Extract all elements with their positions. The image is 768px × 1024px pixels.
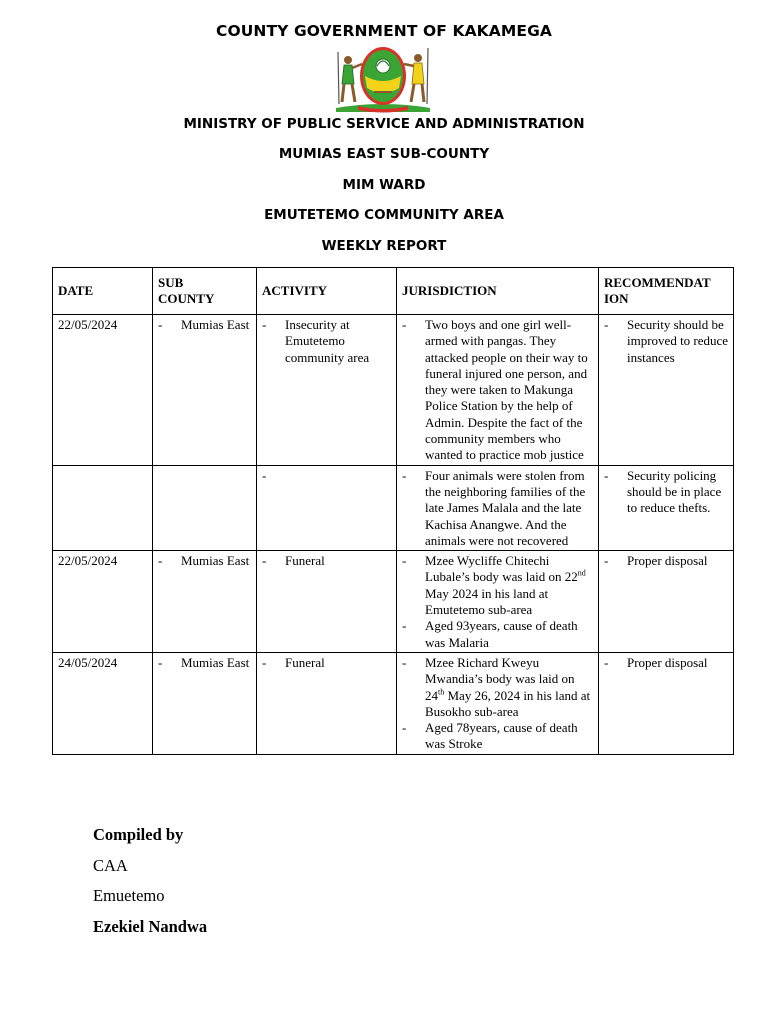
date-cell: [53, 465, 153, 550]
jurisdiction-cell: - Mzee Wycliffe Chitechi Lubale’s body was laid on 22nd May 2024 in his land at Emutetemo sub-area - Aged 93years, cause of death was Malaria: [397, 551, 599, 653]
table-row: [53, 551, 734, 653]
report-title: WEEKLY REPORT: [321, 238, 447, 254]
table-row: [53, 465, 734, 550]
compiler-location: Emuetemo: [93, 886, 165, 905]
sub-county-cell: - Mumias East: [153, 652, 257, 754]
recommendation-cell: - Security policing should be in place to reduce thefts.: [599, 465, 734, 550]
county-title: COUNTY GOVERNMENT OF KAKAMEGA: [215, 22, 553, 40]
table-row: [53, 652, 734, 754]
jurisdiction-cell: - Two boys and one girl well-armed with pangas. They attacked people on their way to funeral injured one person, and they were taken to Makunga Police Station by the help of Admin. Despite the fact of the community members who wanted to practice mob justice: [397, 315, 599, 466]
jurisdiction-cell: - Mzee Richard Kweyu Mwandia’s body was laid on 24th May 26, 2024 in his land at Busokho sub-area - Aged 78years, cause of death was Stroke: [397, 652, 599, 754]
recommendation-cell: - Proper disposal: [599, 551, 734, 653]
jurisdiction-cell: - Four animals were stolen from the neighboring families of the late James Malala and the late Kachisa Anangwe. And the animals were not recovered: [397, 465, 599, 550]
table-row: [53, 315, 734, 466]
recommendation-cell: - Security should be improved to reduce instances: [599, 315, 734, 466]
sub-county-cell: - Mumias East: [153, 315, 257, 466]
header-sub-county: SUB COUNTY: [153, 268, 257, 315]
date-cell: 22/05/2024: [53, 551, 153, 653]
compiler-name: Ezekiel Nandwa: [93, 917, 208, 936]
ministry-title: MINISTRY OF PUBLIC SERVICE AND ADMINISTRATION: [183, 116, 585, 132]
date-cell: 22/05/2024: [53, 315, 153, 466]
date-cell: 24/05/2024: [53, 652, 153, 754]
compiled-by-label: Compiled by: [93, 825, 184, 844]
ward-title: MIM WARD: [342, 177, 426, 193]
community-area-title: EMUTETEMO COMMUNITY AREA: [264, 207, 504, 223]
weekly-report-table: [52, 267, 734, 755]
activity-cell: - Insecurity at Emutetemo community area: [257, 315, 397, 466]
sub-county-cell: - Mumias East: [153, 551, 257, 653]
activity-cell: - Funeral: [257, 551, 397, 653]
header-date: DATE: [53, 268, 153, 315]
activity-cell: - Funeral: [257, 652, 397, 754]
header-jurisdiction: JURISDICTION: [397, 268, 599, 315]
sub-county-title: MUMIAS EAST SUB-COUNTY: [278, 146, 490, 162]
recommendation-cell: - Proper disposal: [599, 652, 734, 754]
county-crest-logo: [330, 42, 436, 114]
sub-county-cell: [153, 465, 257, 550]
compiler-role: CAA: [93, 856, 128, 875]
activity-cell: -: [257, 465, 397, 550]
header-recommendation: RECOMMENDAT ION: [599, 268, 734, 315]
header-activity: ACTIVITY: [257, 268, 397, 315]
table-header-row: [53, 268, 734, 315]
